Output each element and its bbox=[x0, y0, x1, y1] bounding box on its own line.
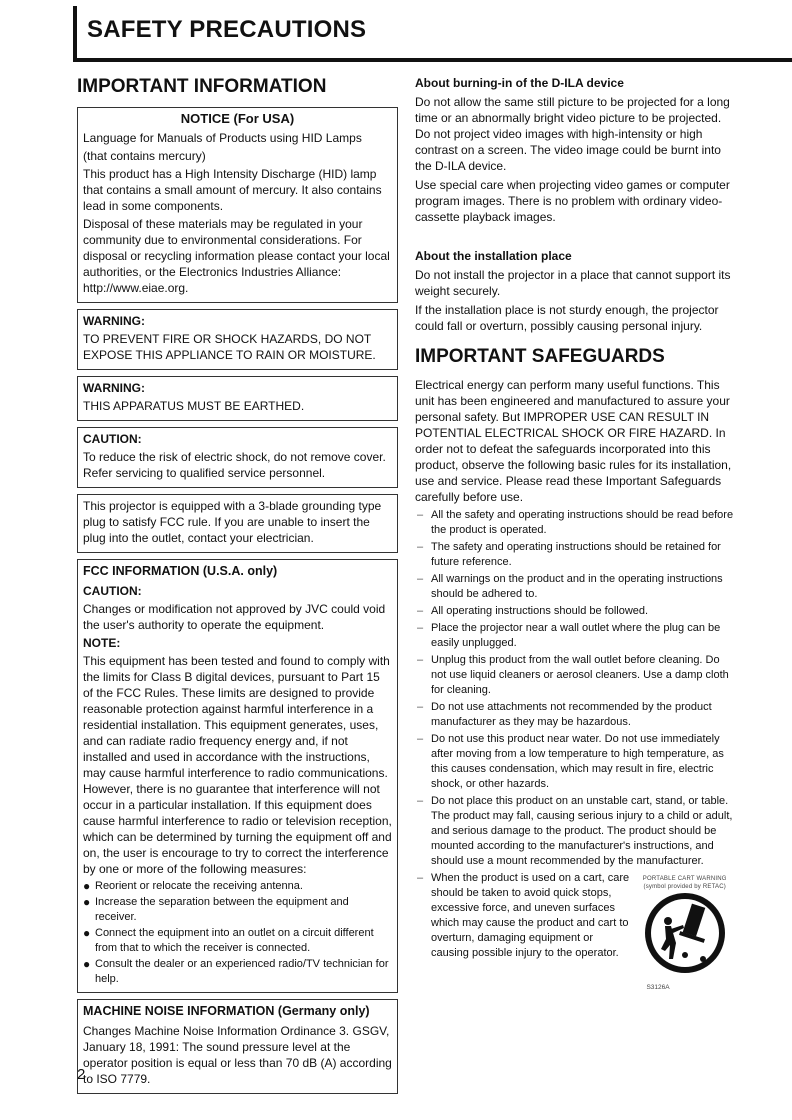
bullet-icon: ● bbox=[83, 895, 91, 909]
fcc-information-box bbox=[77, 559, 398, 993]
safeguards-intro: Electrical energy can perform many useful functions. This unit has been engineered and manufactured to assure your personal safety. But IMPROPER USE CAN RESULT IN POTENTIAL ELECTRICAL SHOCK OR FIRE HAZARD. In order not to defeat the safeguards incorporated into this product, observe the following basic rules for its installation, use and service. Please read these Important Safeguards carefully before use. bbox=[415, 378, 732, 504]
burnin-paragraph: Do not allow the same still picture to be projected for a long time or an abnormally bright video picture to be projected. Do not project video images with high-intensity or high contrast on a screen. The video image could be burnt into the D-ILA device. bbox=[415, 95, 730, 173]
warning-label: WARNING: bbox=[83, 314, 145, 328]
warning-label: WARNING: bbox=[83, 381, 145, 395]
list-item: – When the product is used on a cart, care should be taken to avoid quick stops, excessive force, and uneven surfaces which may cause the product and cart to overturn, damaging equipment or causing possible injury to the operator. PORTABLE CART WARNING (symbol provided by RETAC) S3126A bbox=[415, 871, 737, 995]
right-column bbox=[415, 75, 737, 997]
fcc-caution-text: Changes or modification not approved by JVC could void the user's authority to operate the equipment. bbox=[83, 602, 386, 632]
grounding-plug-box bbox=[77, 494, 398, 553]
installation-paragraph: If the installation place is not sturdy enough, the projector could fall or overturn, possibly causing personal injury. bbox=[415, 303, 719, 333]
list-item: – Do not use this product near water. Do not use immediately after moving from a low temperature to high temperature, as this causes condensation, which may result in fire, electric shock, or other hazards. bbox=[417, 733, 724, 790]
burnin-paragraph: Use special care when projecting video games or computer program images. There is no problem with ordinary video-cassette playback images. bbox=[415, 178, 730, 224]
notice-paragraph: Disposal of these materials may be regulated in your community due to environmental considerations. For disposal or recycling information please contact your local authorities, or the Electronics Industries Alliance: http://www.eiae.org. bbox=[83, 217, 390, 295]
fcc-title: FCC INFORMATION (U.S.A. only) bbox=[83, 564, 278, 578]
caution-text: To reduce the risk of electric shock, do not remove cover. Refer servicing to qualified service personnel. bbox=[83, 450, 386, 480]
important-information-heading: IMPORTANT INFORMATION bbox=[77, 76, 327, 97]
safeguards-list bbox=[415, 508, 737, 995]
installation-title: About the installation place bbox=[415, 249, 572, 263]
warning-earthed-box bbox=[77, 376, 398, 421]
list-item: – Do not place this product on an unstable cart, stand, or table. The product may fall, causing serious injury to a child or adult, and serious damage to the product. The product should be mounted according to the manufacturer's instructions, and should use a mount recommended by the manufacturer. bbox=[417, 795, 733, 867]
notice-paragraph: This product has a High Intensity Discharge (HID) lamp that contains a small amount of mercury. It also contains lead in some components. bbox=[83, 167, 382, 213]
notice-paragraph: Language for Manuals of Products using HID Lamps bbox=[83, 131, 362, 145]
warning-moisture-box bbox=[77, 309, 398, 370]
header-rule-horizontal bbox=[73, 58, 792, 62]
portable-cart-warning-figure bbox=[632, 871, 737, 995]
list-item: ● Consult the dealer or an experienced radio/TV technician for help. bbox=[83, 957, 389, 985]
header-rule-vertical bbox=[73, 6, 77, 62]
list-item: – All the safety and operating instructions should be read before the product is operated. bbox=[417, 509, 734, 536]
machine-noise-box bbox=[77, 999, 398, 1094]
cart-caption: PORTABLE CART WARNING bbox=[642, 876, 727, 882]
bullet-icon: ● bbox=[83, 957, 91, 971]
cart-code: S3126A bbox=[646, 984, 670, 991]
list-item: – Place the projector near a wall outlet where the plug can be easily unplugged. bbox=[417, 622, 721, 649]
caution-box bbox=[77, 427, 398, 488]
fcc-note-text: This equipment has been tested and found to comply with the limits for Class B digital devices, pursuant to Part 15 of the FCC Rules. These limits are designed to provide reasonable protection against harmful interference in a residential installation. This equipment generates, uses, and can radiate radio frequency energy and, if not installed and used in accordance with the instructions, may cause harmful interference to radio communications. However, there is no guarantee that interference will not occur in a particular installation. If this equipment does cause harmful interference to radio or television reception, which can be determined by turning the equipment off and on, the user is encourage to try to correct the interference by one or more of the following measures: bbox=[83, 654, 392, 876]
warning-text: THIS APPARATUS MUST BE EARTHED. bbox=[83, 399, 305, 413]
list-item: ● Reorient or relocate the receiving antenna. bbox=[83, 879, 303, 893]
page-title: SAFETY PRECAUTIONS bbox=[87, 16, 367, 43]
machine-noise-title: MACHINE NOISE INFORMATION (Germany only) bbox=[83, 1004, 370, 1018]
installation-paragraph: Do not install the projector in a place that cannot support its weight securely. bbox=[415, 268, 731, 298]
list-item: ● Connect the equipment into an outlet on a circuit different from that to which the receiver is connected. bbox=[83, 926, 374, 954]
grounding-plug-text: This projector is equipped with a 3-blade grounding type plug to satisfy FCC rule. If you are unable to insert the plug into the outlet, contact your electrician. bbox=[83, 499, 382, 545]
notice-usa-box bbox=[77, 107, 398, 303]
cart-warning-text: When the product is used on a cart, care should be taken to avoid quick stops, excessive force, and uneven surfaces which may cause the product and cart to overturn, damaging equipment or causing possible injury to the operator. bbox=[431, 872, 630, 959]
notice-title: NOTICE (For USA) bbox=[180, 111, 295, 126]
list-item: – All warnings on the product and in the operating instructions should be adhered to. bbox=[417, 573, 723, 600]
fcc-caution-label: CAUTION: bbox=[83, 584, 142, 598]
cart-tipover-icon bbox=[643, 891, 727, 975]
left-column bbox=[77, 75, 398, 1100]
fcc-note-label: NOTE: bbox=[83, 636, 121, 650]
bullet-icon: ● bbox=[83, 879, 91, 893]
list-item: – Do not use attachments not recommended by the product manufacturer as they may be hazardous. bbox=[417, 701, 712, 728]
notice-paragraph: (that contains mercury) bbox=[83, 149, 206, 163]
fcc-measures-list bbox=[83, 879, 392, 987]
machine-noise-text: Changes Machine Noise Information Ordinance 3. GSGV, January 18, 1991: The sound pressure level at the operator position is equal or less than 70 dB (A) according to ISO 7779. bbox=[83, 1024, 392, 1086]
important-safeguards-heading: IMPORTANT SAFEGUARDS bbox=[415, 346, 665, 367]
list-item: – All operating instructions should be followed. bbox=[417, 605, 649, 617]
burnin-title: About burning-in of the D-ILA device bbox=[415, 76, 624, 90]
list-item: – Unplug this product from the wall outlet before cleaning. Do not use liquid cleaners or aerosol cleaners. Use a damp cloth for cleaning. bbox=[417, 654, 729, 696]
page-number: 2 bbox=[77, 1066, 86, 1083]
list-item: ● Increase the separation between the equipment and receiver. bbox=[83, 895, 349, 923]
warning-text: TO PREVENT FIRE OR SHOCK HAZARDS, DO NOT EXPOSE THIS APPLIANCE TO RAIN OR MOISTURE. bbox=[83, 332, 376, 362]
list-item: – The safety and operating instructions should be retained for future reference. bbox=[417, 541, 721, 568]
caution-label: CAUTION: bbox=[83, 432, 142, 446]
cart-caption-source: (symbol provided by RETAC) bbox=[643, 884, 726, 890]
bullet-icon: ● bbox=[83, 926, 91, 940]
